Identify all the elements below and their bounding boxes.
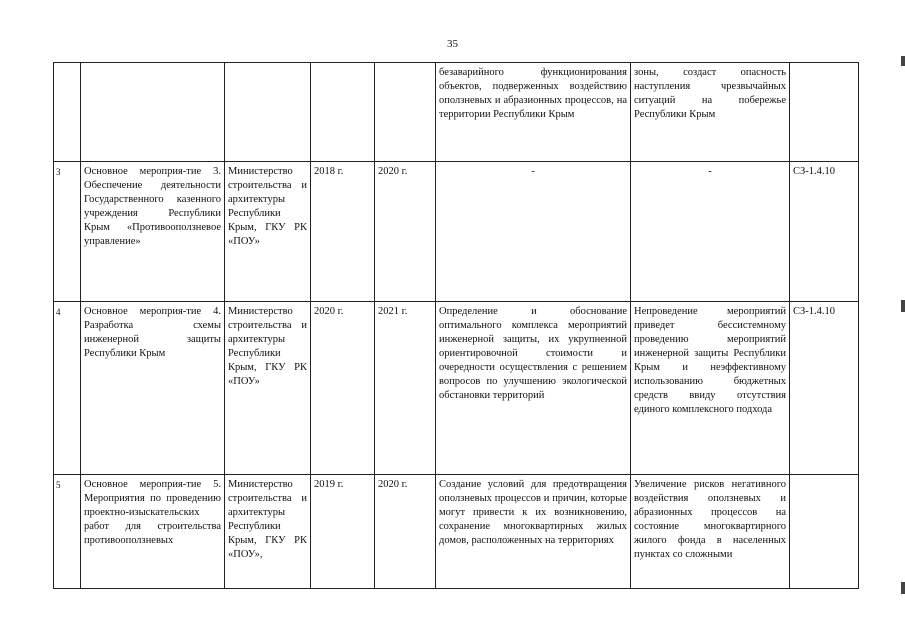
- row-number-cell: 4: [54, 302, 81, 475]
- link-cell: СЗ-1.4.10: [790, 302, 859, 475]
- expected-result-cell: -: [436, 162, 631, 302]
- end-year-cell: 2020 г.: [375, 475, 436, 589]
- table-row: [54, 475, 859, 589]
- scan-edge-mark: [901, 300, 905, 312]
- expected-result-cell: Создание условий для предотвращения оползневых процессов и причин, которые могут привести к их возникновению, сохранение многоквартирных жилых домов, расположенных на территориях: [436, 475, 631, 589]
- table-row: [54, 302, 859, 475]
- event-cell: Основное мероприя-тие 4. Разработка схемы инженерной защиты Республики Крым: [81, 302, 225, 475]
- start-year-cell: [311, 63, 375, 162]
- table-row: [54, 63, 859, 162]
- link-cell: [790, 63, 859, 162]
- row-number-cell: [54, 63, 81, 162]
- executor-cell: Министерство строительства и архитектуры Республики Крым, ГКУ РК «ПОУ»: [225, 302, 311, 475]
- program-measures-table: [53, 62, 859, 589]
- event-cell: Основное мероприя-тие 3. Обеспечение деятельности Государственного казенного учреждения Республики Крым «Противооползневое управление»: [81, 162, 225, 302]
- start-year-cell: 2020 г.: [311, 302, 375, 475]
- executor-cell: [225, 63, 311, 162]
- event-cell: Основное мероприя-тие 5. Мероприятия по проведению проектно-изыскательских работ для строительства противооползневых: [81, 475, 225, 589]
- row-number-cell: 3: [54, 162, 81, 302]
- consequence-cell: Увеличение рисков негативного воздействия оползневых и абразионных процессов на состояние многоквартирного жилого фонда в населенных пунктах со сложными: [631, 475, 790, 589]
- end-year-cell: [375, 63, 436, 162]
- page-number: 35: [447, 38, 458, 50]
- start-year-cell: 2019 г.: [311, 475, 375, 589]
- end-year-cell: 2021 г.: [375, 302, 436, 475]
- table-row: [54, 162, 859, 302]
- scan-edge-mark: [901, 582, 905, 594]
- link-cell: [790, 475, 859, 589]
- start-year-cell: 2018 г.: [311, 162, 375, 302]
- executor-cell: Министерство строительства и архитектуры Республики Крым, ГКУ РК «ПОУ»,: [225, 475, 311, 589]
- consequence-cell: зоны, создаст опасность наступления чрезвычайных ситуаций на побережье Республики Крым: [631, 63, 790, 162]
- end-year-cell: 2020 г.: [375, 162, 436, 302]
- executor-cell: Министерство строительства и архитектуры Республики Крым, ГКУ РК «ПОУ»: [225, 162, 311, 302]
- expected-result-cell: безаварийного функционирования объектов, подверженных воздействию оползневых и абразионных процессов, на территории Республики Крым: [436, 63, 631, 162]
- event-cell: [81, 63, 225, 162]
- link-cell: СЗ-1.4.10: [790, 162, 859, 302]
- row-number-cell: 5: [54, 475, 81, 589]
- expected-result-cell: Определение и обоснование оптимального комплекса мероприятий инженерной защиты, их укрупненной ориентировочной стоимости и очередности осуществления с решением вопросов по улучшению экологической обстановки территорий: [436, 302, 631, 475]
- consequence-cell: -: [631, 162, 790, 302]
- scan-edge-mark: [901, 56, 905, 66]
- consequence-cell: Непроведение мероприятий приведет бессистемному проведению мероприятий инженерной защиты Республики Крым и неэффективному использованию бюджетных средств ввиду отсутствия единого комплексного подхода: [631, 302, 790, 475]
